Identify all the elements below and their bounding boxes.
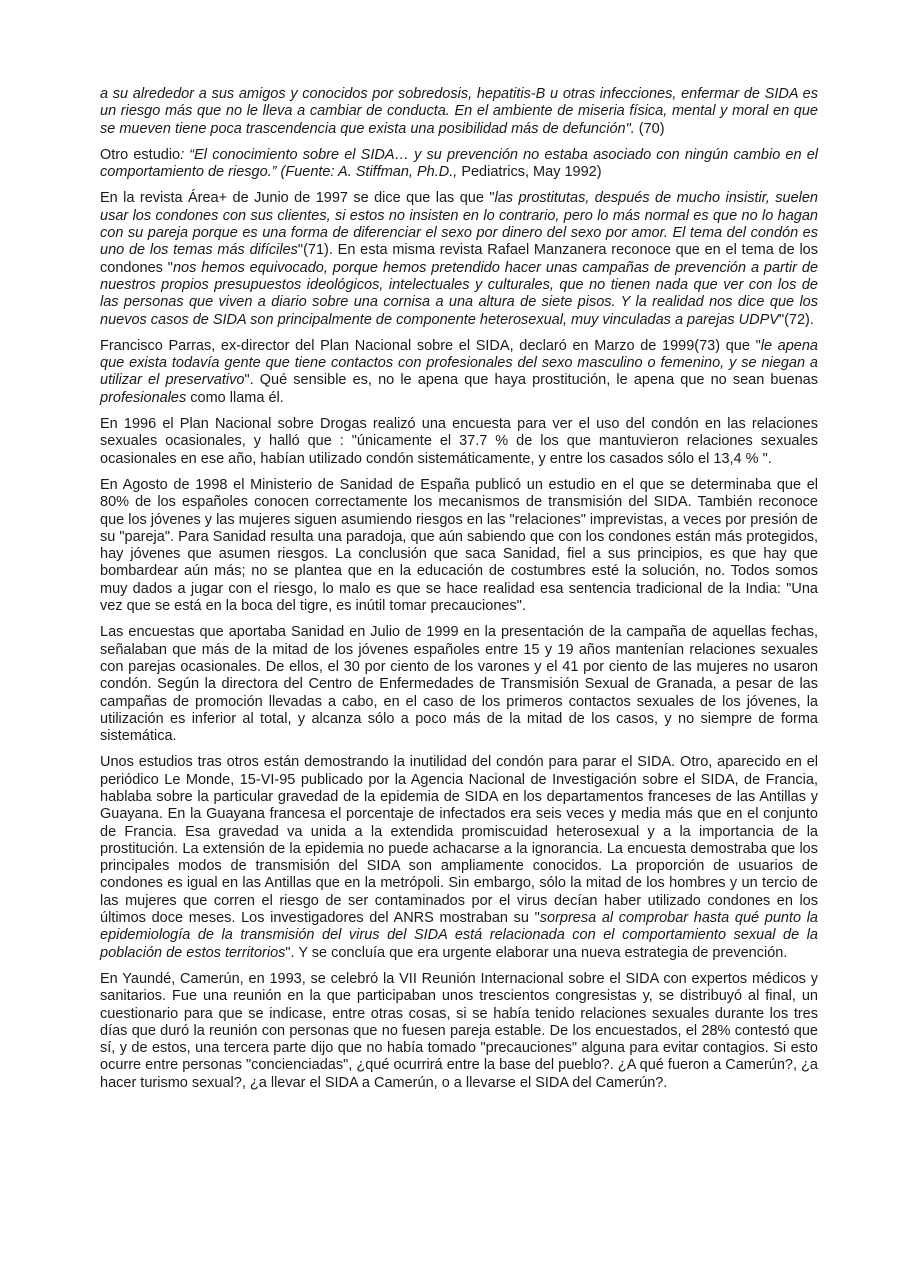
text-run: Francisco Parras, ex-director del Plan Nacional sobre el SIDA, declaró en Marzo de 1999(73) que " bbox=[100, 337, 761, 354]
text-run: las prostitutas, después de mucho insistir, suelen usar los condones con sus clientes, si estos no insisten en lo contrario, pero lo más normal es que no lo hagan con su pareja porque es una forma de diferenciar el sexo por dinero del sexo por amor. El tema del condón es uno de los temas más difíciles bbox=[100, 190, 818, 259]
text-run: a su alrededor a sus amigos y conocidos por sobredosis, hepatitis-B u otras infecciones, enfermar de SIDA es un riesgo más que no le lleva a cambiar de conducta. En el ambiente de miseria física, mental y moral en que se mueven tiene poca trascendencia que exista una posibilidad más de defunción". bbox=[100, 86, 818, 137]
text-run: nos hemos equivocado, porque hemos pretendido hacer unas campañas de prevención a partir de nuestros propios presupuestos ideológicos, intelectuales y culturales, que no tienen nada que ver con los de las personas que viven a diario sobre una cornisa a una altura de siete pisos. Y la realidad nos dice que los nuevos casos de SIDA son principalmente de componente heterosexual, muy vinculadas a parejas UDPV bbox=[100, 259, 819, 328]
paragraph-le-monde bbox=[100, 754, 818, 962]
text-run: : “El conocimiento sobre el SIDA… y su prevención no estaba asociado con ningún cambio en el comportamiento de riesgo.” (Fuente: A. Stiffman, Ph.D., bbox=[100, 146, 818, 181]
text-run: En la revista Área+ de Junio de 1997 se dice que las que " bbox=[100, 190, 495, 207]
document-page bbox=[100, 86, 818, 1101]
text-run: como llama él. bbox=[186, 389, 284, 406]
text-run: En 1996 el Plan Nacional sobre Drogas realizó una encuesta para ver el uso del condón en las relaciones sexuales ocasionales, y halló que : "únicamente el 37.7 % de los que mantuvieron relaciones sexuales ocasionales en ese año, habían utilizado condón sistemáticamente, y entre los casados sólo el 13,4 % ". bbox=[100, 416, 818, 467]
paragraph-plan-drogas-1996 bbox=[100, 416, 818, 468]
paragraph-area-plus bbox=[100, 190, 818, 328]
text-run: ". Y se concluía que era urgente elaborar una nueva estrategia de prevención. bbox=[285, 944, 788, 961]
text-run: Otro estudio bbox=[100, 146, 181, 163]
text-run: ". Qué sensible es, no le apena que haya prostitución, le apena que no sean buenas bbox=[244, 372, 818, 389]
paragraph-ministerio-1998 bbox=[100, 477, 818, 615]
paragraph-stiffman-study bbox=[100, 147, 818, 182]
text-run: "(71). En esta misma revista Rafael Manzanera reconoce que en el tema de los condones " bbox=[100, 242, 818, 276]
paragraph-continuation bbox=[100, 86, 818, 138]
text-run: Unos estudios tras otros están demostrando la inutilidad del condón para parar el SIDA. Otro, aparecido en el periódico Le Monde, 15-VI-95 publicado por la Agencia Nacional de Investigación sobre el SIDA, de Francia, hablaba sobre la particular gravedad de la epidemia de SIDA en los departamentos franceses de las Antillas y Guayana. En la Guayana francesa el porcentaje de infectados era seis veces y media más que en el conjunto de Francia. Esa gravedad va unida a la extendida promiscuidad heterosexual y a la importancia de la prostitución. La extensión de la epidemia no puede achacarse a la ignorancia. La encuesta demostraba que los principales modos de transmisión del SIDA son ampliamente conocidos. La proporción de usuarios de condones es igual en las Antillas que en la metrópoli. Sin embargo, sólo la mitad de los hombres y un tercio de las mujeres que corren el riesgo de ser contaminados por el virus decían haber utilizado condones en los últimos doce meses. Los investigadores del ANRS mostraban su " bbox=[100, 754, 818, 927]
text-run: Pediatrics, May 1992) bbox=[457, 164, 602, 181]
text-run: le apena que exista todavía gente que tiene contactos con profesionales del sexo masculino o femenino, y se niegan a utilizar el preservativo bbox=[100, 337, 818, 389]
paragraph-yaunde bbox=[100, 971, 818, 1092]
paragraph-francisco-parras bbox=[100, 338, 818, 407]
text-run: En Yaundé, Camerún, en 1993, se celebró la VII Reunión Internacional sobre el SIDA con expertos médicos y sanitarios. Fue una reunión en la que participaban unos trescientos congresistas y, se distribuyó al final, un cuestionario para que se indicase, entre otras cosas, si se había tenido relaciones sexuales durante los tres días que duró la reunión con personas que no fuesen pareja estable. De los encuestados, el 28% contestó que sí, y de estos, una tercera parte dijo que no había tomado "precauciones" alguna para evitar contagios. Si esto ocurre entre personas "concienciadas", ¿qué ocurrirá entre la base del pueblo?. ¿A qué fueron a Camerún?, ¿a hacer turismo sexual?, ¿a llevar el SIDA a Camerún, o a llevarse el SIDA del Camerún?. bbox=[100, 970, 818, 1091]
text-run: profesionales bbox=[100, 389, 187, 406]
text-run: En Agosto de 1998 el Ministerio de Sanidad de España publicó un estudio en el que se determinaba que el 80% de los españoles conocen correctamente los mecanismos de transmisión del SIDA. También reconoce que los jóvenes y las mujeres siguen asumiendo riesgos en las "relaciones" imprevistas, a veces por presión de su "pareja". Para Sanidad resulta una paradoja, que aún sabiendo que con los condones están más protegidos, hay jóvenes que asumen riesgos. La conclusión que saca Sanidad, fiel a sus principios, es que hay que bombardear aún más; no se plantea que en la educación de costumbres esté la solución, no. Todos somos muy dados a jugar con el riesgo, lo malo es que se hace realidad esa sentencia tradicional de la India: "Una vez que se está en la boca del tigre, es inútil tomar precauciones". bbox=[100, 476, 818, 615]
paragraph-encuestas-1999 bbox=[100, 624, 818, 745]
text-run: (70) bbox=[634, 120, 665, 137]
text-run: "(72). bbox=[778, 311, 814, 328]
text-run: sorpresa al comprobar hasta qué punto la epidemiología de la transmisión del virus del SIDA está relacionada con el comportamiento sexual de la población de estos territorios bbox=[100, 910, 818, 961]
text-run: Las encuestas que aportaba Sanidad en Julio de 1999 en la presentación de la campaña de aquellas fechas, señalaban que más de la mitad de los jóvenes españoles entre 15 y 19 años mantenían relaciones sexuales con parejas ocasionales. De ellos, el 30 por ciento de los varones y el 41 por ciento de las mujeres no usaron condón. Según la directora del Centro de Enfermedades de Transmisión Sexual de Granada, a pesar de las campañas de promoción llevadas a cabo, en el caso de los primeros contactos sexuales de los jóvenes, la utilización es inferior al total, y alcanza sólo a poco más de la mitad de los casos, y no siempre de forma sistemática. bbox=[100, 624, 818, 745]
